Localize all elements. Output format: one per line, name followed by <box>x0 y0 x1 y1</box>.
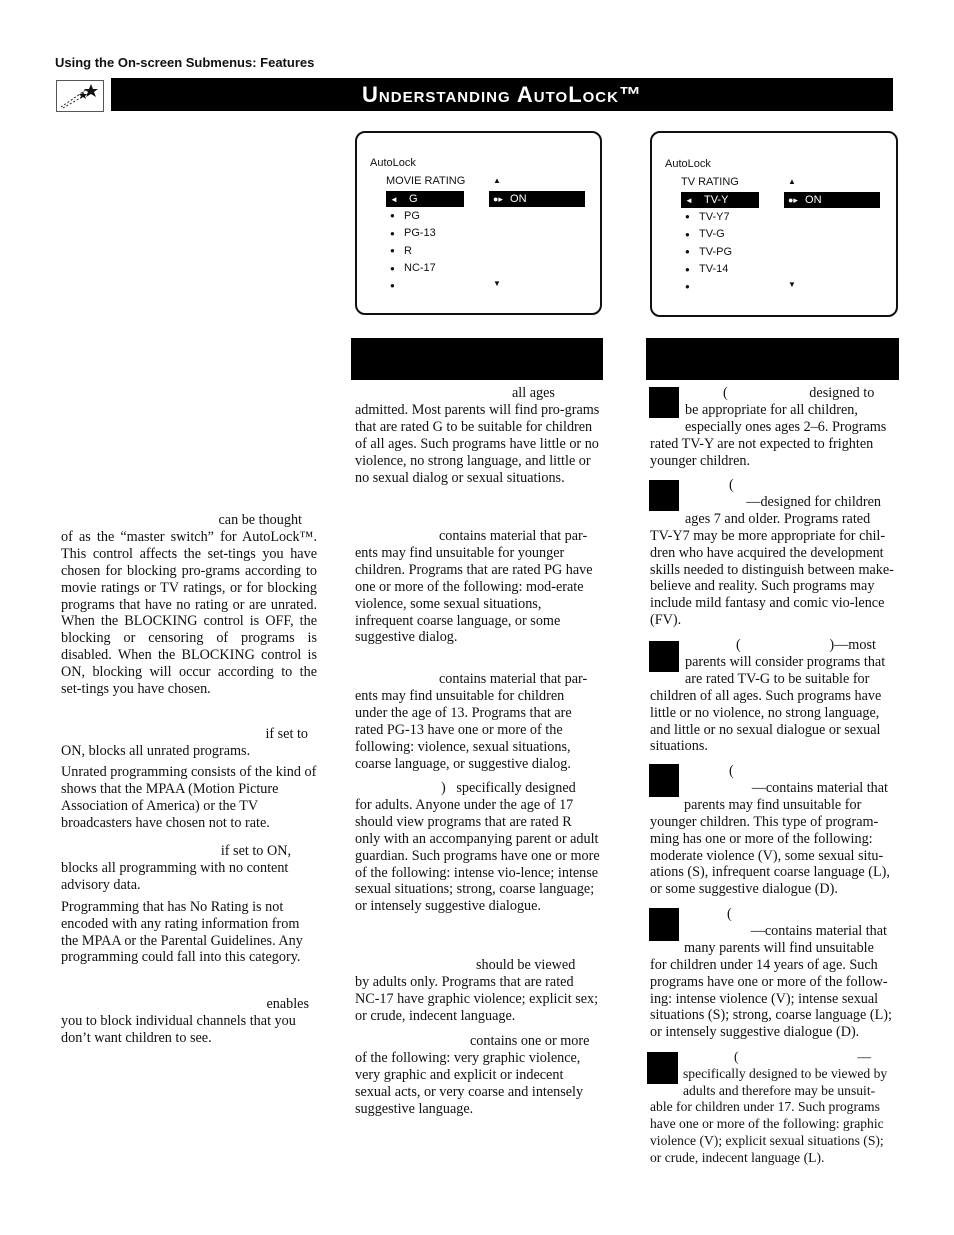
movie-pg13-description: ents may find unsuitable for children under the age of 13. Programs that are rated PG-13 have one or more of the following: violence, sexual situations, coarse language, or suggestive dialog. <box>355 687 572 772</box>
rating-item-label: G <box>408 193 418 205</box>
bullet-icon: ● <box>685 265 690 274</box>
value-toggle-icon: ●▸ <box>788 195 798 205</box>
tv-rating-screen <box>650 131 898 317</box>
movie-rating-screen <box>355 131 602 315</box>
tv-pg-indent: parents may find unsuitable for <box>684 796 862 813</box>
tv-14-dash: —contains material that <box>750 922 887 939</box>
movie-nc17-lead: should be viewed <box>476 957 576 973</box>
no-rating-lead: if set to ON, <box>220 843 291 859</box>
value-toggle-icon: ●▸ <box>493 194 503 204</box>
movie-x-section <box>355 1033 600 1118</box>
tv-pg-description: younger children. This type of program-ming has one or more of the following: moderate violence (V), some sexual situ-ations (S), infrequent coarse language (L), or some suggestive dialogue (D). <box>650 813 890 898</box>
movie-ratings-header-bar <box>351 338 603 380</box>
movie-pg-lead: contains material that par- <box>439 528 588 544</box>
tv-ratings-header-bar <box>646 338 899 380</box>
tv-ma-lead: ( — <box>734 1049 872 1064</box>
unrated-section <box>61 726 317 831</box>
up-arrow-icon: ▲ <box>493 176 501 185</box>
rating-value-selected[interactable] <box>489 191 585 207</box>
tv-y-section <box>650 385 895 470</box>
bullet-icon: ● <box>390 229 395 238</box>
tv-y7-description: TV-Y7 may be more appropriate for chil-dren who have acquired the development skills needed to distinguish between make-believe and reality. Such programs may include mild fantasy and comic vio-lence (FV). <box>650 527 894 629</box>
tv-g-description: children of all ages. Such programs have little or no violence, no strong language, and little or no sexual dialogue or sexual situations. <box>650 687 882 755</box>
tv-ma-indent: specifically designed to be viewed by adults and therefore may be unsuit- <box>683 1065 888 1098</box>
tv-14-section <box>650 906 895 1041</box>
tv-pg-lead: ( <box>729 763 734 779</box>
rating-item[interactable]: PG-13 <box>404 227 436 239</box>
rating-item[interactable]: TV-14 <box>699 263 729 275</box>
tv-y7-lead: ( <box>729 477 734 493</box>
shooting-star-logo-icon <box>56 80 104 112</box>
movie-x-description: of the following: very graphic violence, very graphic and explicit or indecent sexual acts, or very coarse and intensely suggestive language. <box>355 1049 584 1117</box>
bullet-icon: ● <box>390 246 395 255</box>
screen-menu-title: AutoLock <box>665 158 711 170</box>
rating-item-selected[interactable] <box>386 191 464 207</box>
no-rating-section <box>61 843 317 966</box>
section-label: Using the On-screen Submenus: Features <box>55 55 315 70</box>
tv-y-lead: ( designed to <box>723 385 875 401</box>
tv-y-description: rated TV-Y are not expected to frighten younger children. <box>650 435 874 469</box>
tv-14-description: for children under 14 years of age. Such programs have one or more of the follow-ing: intense violence (V); intense sexual situations (S); strong, coarse language (L); or intensely suggestive dialogue (D). <box>650 956 892 1041</box>
channel-block-section <box>61 996 317 1047</box>
tv-14-lead: ( <box>727 906 732 922</box>
left-arrow-icon: ◄ <box>390 195 398 204</box>
bullet-icon: ● <box>390 281 395 290</box>
blocking-section <box>61 512 317 698</box>
tv-g-indent: parents will consider programs that are rated TV-G to be suitable for <box>685 653 886 687</box>
rating-item[interactable]: PG <box>404 210 420 222</box>
tv-y7-dash: —designed for children <box>746 493 881 510</box>
down-arrow-icon: ▼ <box>788 280 796 289</box>
bullet-icon: ● <box>685 230 690 239</box>
movie-g-lead: all ages <box>512 385 555 401</box>
movie-x-lead: contains one or more <box>470 1033 590 1049</box>
screen-submenu-title: MOVIE RATING <box>386 175 466 187</box>
page-title: Understanding AutoLock™ <box>111 78 893 111</box>
screen-submenu-title: TV RATING <box>681 176 739 188</box>
no-rating-note: Programming that has No Rating is not encoded with any rating information from the MPAA or the Parental Guidelines. Any programming could fall into this category. <box>61 898 303 966</box>
left-arrow-icon: ◄ <box>685 196 693 205</box>
unrated-lead: if set to <box>265 726 308 742</box>
tv-14-indent: many parents will find unsuitable <box>684 939 874 956</box>
movie-nc17-section <box>355 957 600 1025</box>
rating-value-label: ON <box>510 193 527 205</box>
tv-y7-indent: ages 7 and older. Programs rated <box>685 510 871 527</box>
up-arrow-icon: ▲ <box>788 177 796 186</box>
tv-y7-section <box>650 477 895 629</box>
unrated-note: Unrated programming consists of the kind of shows that the MPAA (Motion Picture Association of America) or the TV broadcasters have chosen not to rate. <box>61 763 317 831</box>
channel-block-description: you to block individual channels that you don’t want children to see. <box>61 1012 296 1046</box>
bullet-icon: ● <box>685 282 690 291</box>
movie-r-lead: ) specifically designed <box>441 780 576 796</box>
movie-pg13-lead: contains material that par- <box>439 671 588 687</box>
rating-item-selected[interactable] <box>681 192 759 208</box>
tv-pg-dash: —contains material that <box>751 779 888 796</box>
rating-item[interactable]: R <box>404 245 412 257</box>
rating-value-selected[interactable] <box>784 192 880 208</box>
rating-item[interactable]: TV-PG <box>699 246 733 258</box>
no-rating-description: blocks all programming with no content advisory data. <box>61 859 289 893</box>
rating-item[interactable]: TV-G <box>699 228 725 240</box>
channel-block-lead: enables <box>266 996 309 1012</box>
tv-ma-description: able for children under 17. Such programs have one or more of the following: graphic violence (V); explicit sexual situations (S); or crude, indecent language (L). <box>650 1099 884 1165</box>
movie-r-section <box>355 780 600 915</box>
rating-item[interactable]: TV-Y7 <box>699 211 730 223</box>
rating-item[interactable]: NC-17 <box>404 262 436 274</box>
down-arrow-icon: ▼ <box>493 279 501 288</box>
movie-pg-description: ents may find unsuitable for younger children. Programs that are rated PG have one or more of the following: mod-erate violence, some sexual situations, infrequent coarse language, or some suggestive dialog. <box>355 544 593 646</box>
rating-value-label: ON <box>805 194 822 206</box>
blocking-description: of as the “master switch” for AutoLock™. This control affects the set-tings you have chosen for blocking pro-grams according to movie ratings or TV ratings, or for blocking programs that have no rating or are unrated. When the BLOCKING control is OFF, the blocking or censoring of programs is disabled. When the BLOCKING control is ON, blocking will occur according to the set-tings you have chosen. <box>61 528 317 698</box>
blocking-lead: can be thought <box>218 512 302 528</box>
movie-g-description: admitted. Most parents will find pro-grams that are rated G to be suitable for children of all ages. Such programs have little or no violence, no strong language, and little or no sexual dialog or sexual situations. <box>355 401 600 486</box>
tv-g-section <box>650 637 895 755</box>
unrated-description: ON, blocks all unrated programs. <box>61 742 251 759</box>
tv-pg-section <box>650 763 895 898</box>
tv-ma-section <box>650 1049 895 1167</box>
tv-g-lead: ( )—most <box>736 637 876 653</box>
screen-menu-title: AutoLock <box>370 157 416 169</box>
bullet-icon: ● <box>685 212 690 221</box>
rating-item-label: TV-Y <box>703 194 729 206</box>
movie-pg13-section <box>355 671 600 772</box>
bullet-icon: ● <box>685 247 690 256</box>
tv-y-indent: be appropriate for all children, especially ones ages 2–6. Programs <box>685 401 887 435</box>
movie-g-section <box>355 385 600 486</box>
movie-pg-section <box>355 528 600 646</box>
movie-nc17-description: by adults only. Programs that are rated NC-17 have graphic violence; explicit sex; or crude, indecent language. <box>355 973 599 1024</box>
movie-r-description: for adults. Anyone under the age of 17 should view programs that are rated R only with an accompanying parent or adult guardian. Such programs have one or more of the following: intense vio-lence; intense sexual situations; strong, coarse language; or intensely suggestive dialogue. <box>355 796 600 915</box>
bullet-icon: ● <box>390 211 395 220</box>
bullet-icon: ● <box>390 264 395 273</box>
